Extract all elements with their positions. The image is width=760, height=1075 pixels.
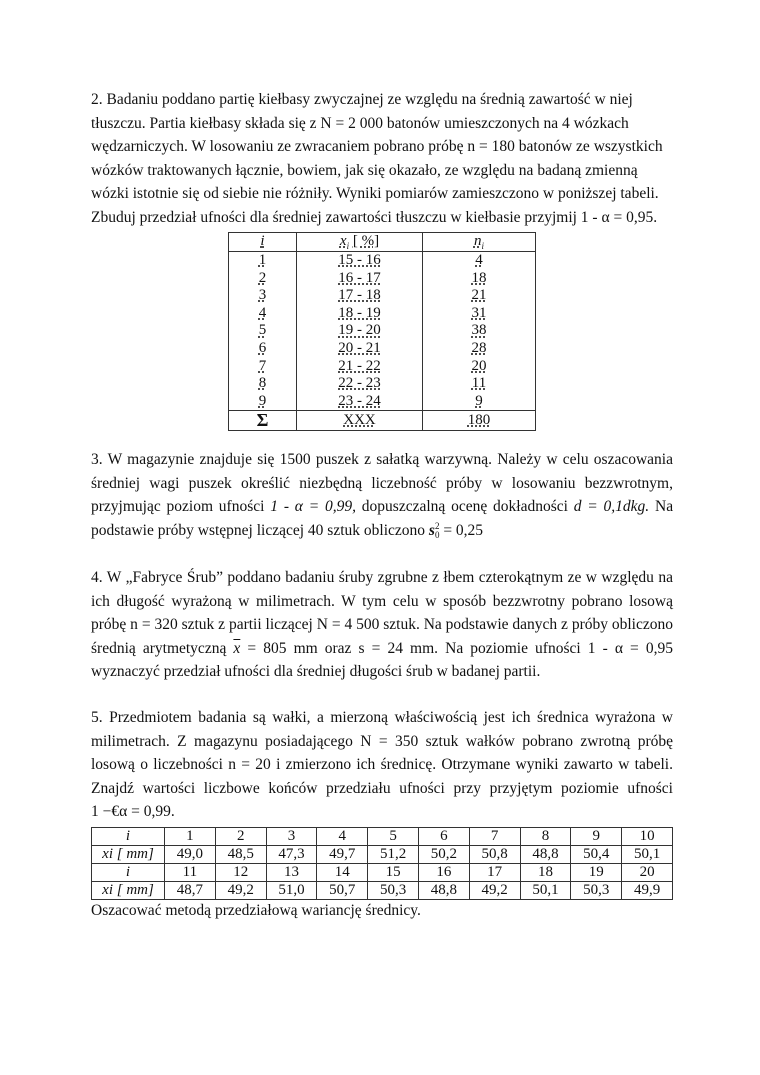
table-row [92, 846, 673, 864]
row-index: 6 [258, 339, 267, 356]
table-row [229, 322, 536, 340]
header-xi: $x_i$ [339, 233, 350, 252]
table-row [229, 287, 536, 305]
interval: 23 - 24 [338, 392, 381, 409]
value-cell: 50,3 [368, 882, 419, 900]
table-row [229, 270, 536, 288]
table-row [92, 864, 673, 882]
text-line: 5. Przedmiotem badania są wałki, a mierzoną właściwością jest ich średnica wyrażona w [91, 709, 673, 726]
table-header [229, 233, 536, 252]
text-line: wózki istotnie się od siebie nie różniły. Wyniki pomiarów zamieszczono w poniższej tabeli. [91, 185, 659, 203]
table-row [92, 882, 673, 900]
text-line: 1 −€α = 0,99. [91, 803, 175, 821]
index-cell: 20 [622, 864, 673, 882]
value-cell: 50,4 [571, 846, 622, 864]
index-cell: 2 [215, 828, 266, 846]
value-cell: 49,2 [215, 882, 266, 900]
table-row [229, 340, 536, 358]
value-cell: 50,2 [418, 846, 469, 864]
row-index: 9 [258, 392, 267, 409]
count: 18 [471, 269, 487, 286]
value-cell: 50,1 [622, 846, 673, 864]
value-cell: 50,1 [520, 882, 571, 900]
row-index: 7 [258, 357, 267, 374]
sum-n: 180 [467, 412, 491, 429]
value-cell: 48,8 [520, 846, 571, 864]
value-cell: 48,7 [165, 882, 216, 900]
count: 31 [471, 304, 487, 321]
confidence-level: 1 - α = 0,99, [270, 498, 356, 516]
text: dopuszczalną ocenę dokładności [361, 498, 568, 516]
index-cell: 9 [571, 828, 622, 846]
value-cell: 50,8 [469, 846, 520, 864]
text-line: wózków traktowanych łącznie, bowiem, jak się okazało, ze względu na badaną zmienną [91, 161, 638, 179]
count: 9 [475, 392, 483, 409]
problem-4 [91, 566, 673, 684]
sigma-symbol: Σ [229, 411, 297, 431]
index-cell: 1 [165, 828, 216, 846]
diameter-table [91, 827, 673, 900]
index-cell: 15 [368, 864, 419, 882]
value-cell: 48,8 [418, 882, 469, 900]
value-cell: 47,3 [266, 846, 317, 864]
text-line: wędzarniczych. W losowaniu ze zwracaniem pobrano próbę n = 180 batonów ze wszystkich [91, 138, 663, 156]
index-cell: 4 [317, 828, 368, 846]
header-i: i [260, 233, 265, 250]
text-line: Oszacować metodą przedziałową wariancję średnicy. [91, 902, 421, 919]
interval: 20 - 21 [338, 339, 381, 356]
value-cell: 48,5 [215, 846, 266, 864]
text: podstawie próby wstępnej liczącej 40 sztuk obliczono [91, 521, 426, 539]
value-cell: 50,3 [571, 882, 622, 900]
index-cell: 17 [469, 864, 520, 882]
text-line: 2. Badaniu poddano partię kiełbasy zwyczajnej ze względu na średnią zawartość w niej [91, 91, 633, 108]
text-line: 4. W „Fabryce Śrub” poddano badaniu śruby zgrubne z łbem czterokątnym ze w względu na [91, 569, 673, 586]
row-index: 3 [258, 287, 267, 304]
variance-symbol: s2 0 [428, 521, 440, 541]
row-index: 2 [258, 269, 267, 286]
text-line: tłuszczu. Partia kiełbasy składa się z N = 2 000 batonów umieszczonych na 4 wózkach [91, 114, 629, 132]
value-cell: 49,9 [622, 882, 673, 900]
text-line [91, 519, 673, 543]
interval: 21 - 22 [338, 357, 381, 374]
text: Na [655, 498, 674, 516]
header-ni: $n_i$ [473, 233, 484, 252]
text-line [91, 637, 673, 661]
text-line: średniej wagi puszek określić niezbędną liczebność próby w losowaniu bezzwrotnym, [91, 474, 673, 492]
table-sum-row [229, 411, 536, 431]
index-cell: 3 [266, 828, 317, 846]
value-cell: 50,7 [317, 882, 368, 900]
text-line: milimetrach. Z magazynu posiadającego N = 350 sztuk wałków pobrano zwrotną próbę [91, 732, 673, 750]
text-line [91, 495, 673, 519]
fat-content-table [228, 232, 536, 431]
interval: 16 - 17 [338, 269, 381, 286]
row-index: 4 [258, 304, 267, 321]
count: 20 [471, 357, 487, 374]
text-line: 3. W magazynie znajduje się 1500 puszek z sałatką warzywną. Należy w celu oszacowania [91, 451, 673, 468]
index-cell: 5 [368, 828, 419, 846]
index-cell: 18 [520, 864, 571, 882]
count: 11 [471, 375, 487, 392]
text: przyjmując poziom ufności [91, 498, 265, 516]
count: 21 [471, 287, 487, 304]
interval: 15 - 16 [338, 252, 381, 268]
value-cell: 49,7 [317, 846, 368, 864]
text-line: próbę n = 320 sztuk z partii liczącej N = 4 500 sztuk. Na podstawie danych z próby obliczono [91, 616, 673, 634]
value-cell: 49,0 [165, 846, 216, 864]
text: = 805 mm oraz s = 24 mm. Na poziomie ufności 1 - α = 0,95 [247, 639, 673, 657]
index-cell: 13 [266, 864, 317, 882]
footer-text [91, 899, 673, 923]
mean-symbol: $\overline{x}$ [233, 639, 241, 657]
text: średnią arytmetyczną [91, 639, 227, 657]
interval: 19 - 20 [338, 322, 381, 339]
index-cell: 8 [520, 828, 571, 846]
text-line: Znajdź wartości liczbowe końców przedziału ufności przy przyjętym poziomie ufności [91, 779, 673, 797]
index-cell: 19 [571, 864, 622, 882]
problem-3 [91, 448, 673, 542]
table-row [229, 358, 536, 376]
text-line: wyznaczyć przedział ufności dla średniej długości śrub w badanej partii. [91, 663, 541, 681]
text-line: ich długość wyrażoną w milimetrach. W tym celu w sposób bezzwrotny pobrano losową [91, 592, 673, 610]
row-index: 1 [258, 252, 267, 268]
index-cell: 14 [317, 864, 368, 882]
index-cell: 16 [418, 864, 469, 882]
row-label: xi [ mm] [92, 846, 165, 864]
row-index: 5 [258, 322, 267, 339]
header-unit: [ %] [352, 233, 380, 250]
precision: d = 0,1dkg. [573, 498, 650, 516]
problem-5 [91, 706, 673, 824]
interval: 18 - 19 [338, 304, 381, 321]
value-cell: 51,2 [368, 846, 419, 864]
count: 28 [471, 339, 487, 356]
row-index: 8 [258, 375, 267, 392]
interval: 22 - 23 [338, 375, 381, 392]
table-row [229, 393, 536, 411]
interval: 17 - 18 [338, 287, 381, 304]
text-line: Zbuduj przedział ufności dla średniej zawartości tłuszczu w kiełbasie przyjmij 1 - α = 0,95. [91, 208, 658, 226]
index-cell: 10 [622, 828, 673, 846]
value-cell: 51,0 [266, 882, 317, 900]
table-row [229, 305, 536, 323]
table-row [92, 828, 673, 846]
table-row [229, 375, 536, 393]
index-cell: 7 [469, 828, 520, 846]
index-cell: 6 [418, 828, 469, 846]
row-label: i [92, 864, 165, 882]
value-cell: 49,2 [469, 882, 520, 900]
table-row [229, 252, 536, 270]
index-cell: 11 [165, 864, 216, 882]
sum-x: XXX [343, 412, 376, 429]
row-label: i [92, 828, 165, 846]
row-label: xi [ mm] [92, 882, 165, 900]
count: 4 [475, 252, 483, 268]
index-cell: 12 [215, 864, 266, 882]
text: = 0,25 [443, 521, 484, 539]
count: 38 [471, 322, 487, 339]
problem-2 [91, 88, 673, 230]
text-line: losową o liczebności n = 20 i zmierzono ich średnicę. Otrzymane wyniki zawarto w tabeli. [91, 756, 673, 774]
